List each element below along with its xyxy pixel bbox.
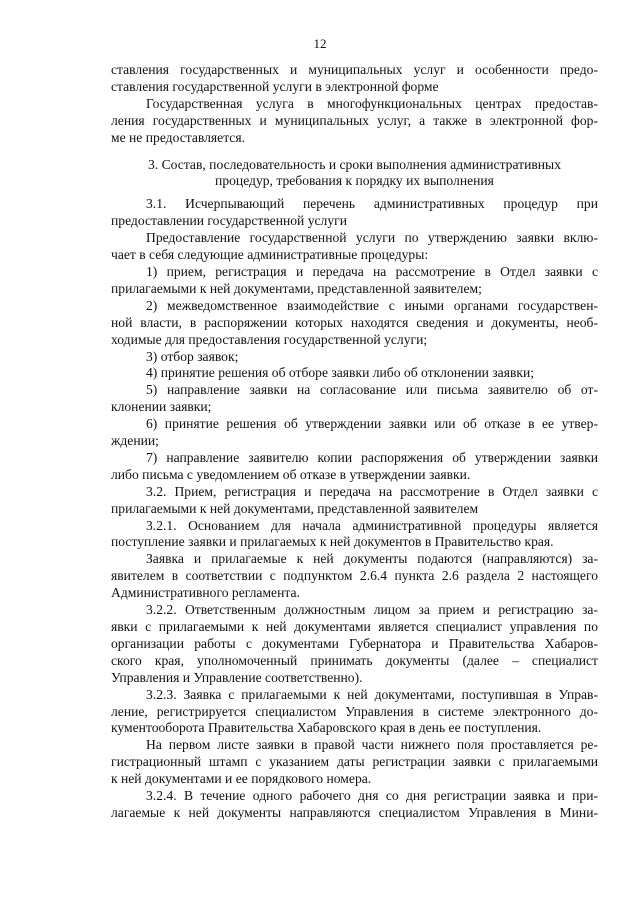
text-line: ждении; — [111, 433, 159, 449]
text-line: либо письма с уведомлением об отказе в утверждении заявки. — [111, 466, 471, 482]
heading-line: 3. Состав, последовательность и сроки выполнения административных — [148, 156, 561, 172]
text-line: Управления и Управление соответственно). — [111, 669, 363, 685]
text-line: ление, регистрируется специалистом Управления в системе электронного до- — [111, 703, 598, 719]
text-line: прилагаемыми к ней документами, представленной заявителем; — [111, 280, 482, 296]
text-line: явки с прилагаемыми к ней документами является специалист управления по — [111, 619, 598, 634]
paragraph-3-2-2 — [111, 602, 598, 687]
text-line: ставления государственных и муниципальных услуг и особенности предо- — [111, 62, 598, 77]
text-line: 3.2.3. Заявка с прилагаемыми к ней документами, поступившая в Управ- — [146, 686, 598, 702]
text-line: 1) прием, регистрация и передача на рассмотрение в Отдел заявки с — [146, 263, 598, 279]
paragraph-3-2-3-b — [111, 737, 598, 788]
paragraph-continuation — [111, 62, 598, 96]
text-line: 3.1. Исчерпывающий перечень административных процедур при — [146, 196, 598, 212]
text-line: Государственная услуга в многофункциональных центрах предостав- — [146, 95, 598, 111]
text-line: ной власти, в распоряжении которых находятся сведения и документы, необ- — [111, 314, 598, 330]
paragraph-3-2-1-b — [111, 551, 598, 602]
list-item — [111, 264, 598, 298]
text-line: Административного регламента. — [111, 585, 300, 601]
text-line: поступление заявки и прилагаемых к ней документов в Правительство края. — [111, 534, 554, 550]
text-line: 7) направление заявителю копии распоряжения об утверждении заявки — [146, 449, 598, 465]
text-line: 3.2.2. Ответственным должностным лицом за прием и регистрацию за- — [146, 602, 598, 618]
heading-line: процедур, требования к порядку их выполнения — [215, 173, 494, 189]
paragraph-3-2-1 — [111, 518, 598, 552]
text-line: Заявка и прилагаемые к ней документы подаются (направляются) за- — [146, 551, 598, 567]
paragraph-3-2-3 — [111, 687, 598, 738]
text-line: гистрационный штамп с указанием даты регистрации заявки с прилагаемыми — [111, 754, 598, 770]
text-line: 2) межведомственное взаимодействие с иными органами государствен- — [146, 297, 598, 313]
text-line: к ней документами и ее порядкового номера. — [111, 771, 372, 787]
text-line: 3.2.4. В течение одного рабочего дня со дня регистрации заявка и при- — [146, 788, 598, 804]
text-line: 3.2. Прием, регистрация и передача на рассмотрение в Отдел заявки с — [146, 483, 598, 499]
text-line: ления государственных и муниципальных услуг, а также в электронной фор- — [111, 112, 598, 128]
subsection-heading-3-2 — [111, 484, 598, 518]
text-line: явителем в соответствии с подпунктом 2.6.4 пункта 2.6 раздела 2 настоящего — [111, 568, 598, 584]
text-line: ставления государственной услуги в электронной форме — [111, 78, 439, 94]
text-line: 5) направление заявки на согласование или письма заявителю об от- — [146, 382, 598, 398]
text-line: ме не предоставляется. — [111, 129, 245, 145]
list-item — [111, 298, 598, 349]
page-number: 12 — [313, 36, 327, 51]
paragraph-mfc-note — [111, 96, 598, 147]
text-line: чает в себя следующие административные процедуры: — [111, 247, 429, 263]
text-line: 6) принятие решения об утверждении заявки или об отказе в ее утвер- — [146, 416, 598, 432]
document-body — [111, 62, 598, 822]
text-line: организации работы с документами Губернатора и Правительства Хабаров- — [111, 635, 598, 651]
list-item — [111, 416, 598, 450]
text-line: предоставлении государственной услуги — [111, 213, 347, 229]
text-line: ского края, уполномоченный принимать документы (далее – специалист — [111, 652, 598, 668]
text-line: 3.2.1. Основанием для начала административной процедуры является — [146, 517, 598, 533]
list-item — [111, 365, 598, 382]
subsection-heading-3-1 — [111, 196, 598, 230]
text-line: кументооборота Правительства Хабаровского края в день ее поступления. — [111, 720, 542, 736]
list-item — [111, 349, 598, 366]
list-item — [111, 450, 598, 484]
text-line: прилагаемыми к ней документами, представленной заявителем — [111, 500, 479, 516]
paragraph-intro — [111, 230, 598, 264]
section-heading — [111, 157, 598, 191]
paragraph-3-2-4 — [111, 788, 598, 822]
text-line: клонении заявки; — [111, 399, 212, 415]
text-line: лагаемые к ней документы направляются специалистом Управления в Мини- — [111, 804, 598, 820]
text-line: 4) принятие решения об отборе заявки либо об отклонении заявки; — [146, 365, 535, 381]
text-line: Предоставление государственной услуги по утверждению заявки вклю- — [146, 230, 598, 246]
text-line: 3) отбор заявок; — [146, 348, 239, 364]
list-item — [111, 382, 598, 416]
text-line: На первом листе заявки в правой части нижнего поля проставляется ре- — [146, 737, 598, 753]
text-line: ходимые для предоставления государственной услуги; — [111, 331, 428, 347]
